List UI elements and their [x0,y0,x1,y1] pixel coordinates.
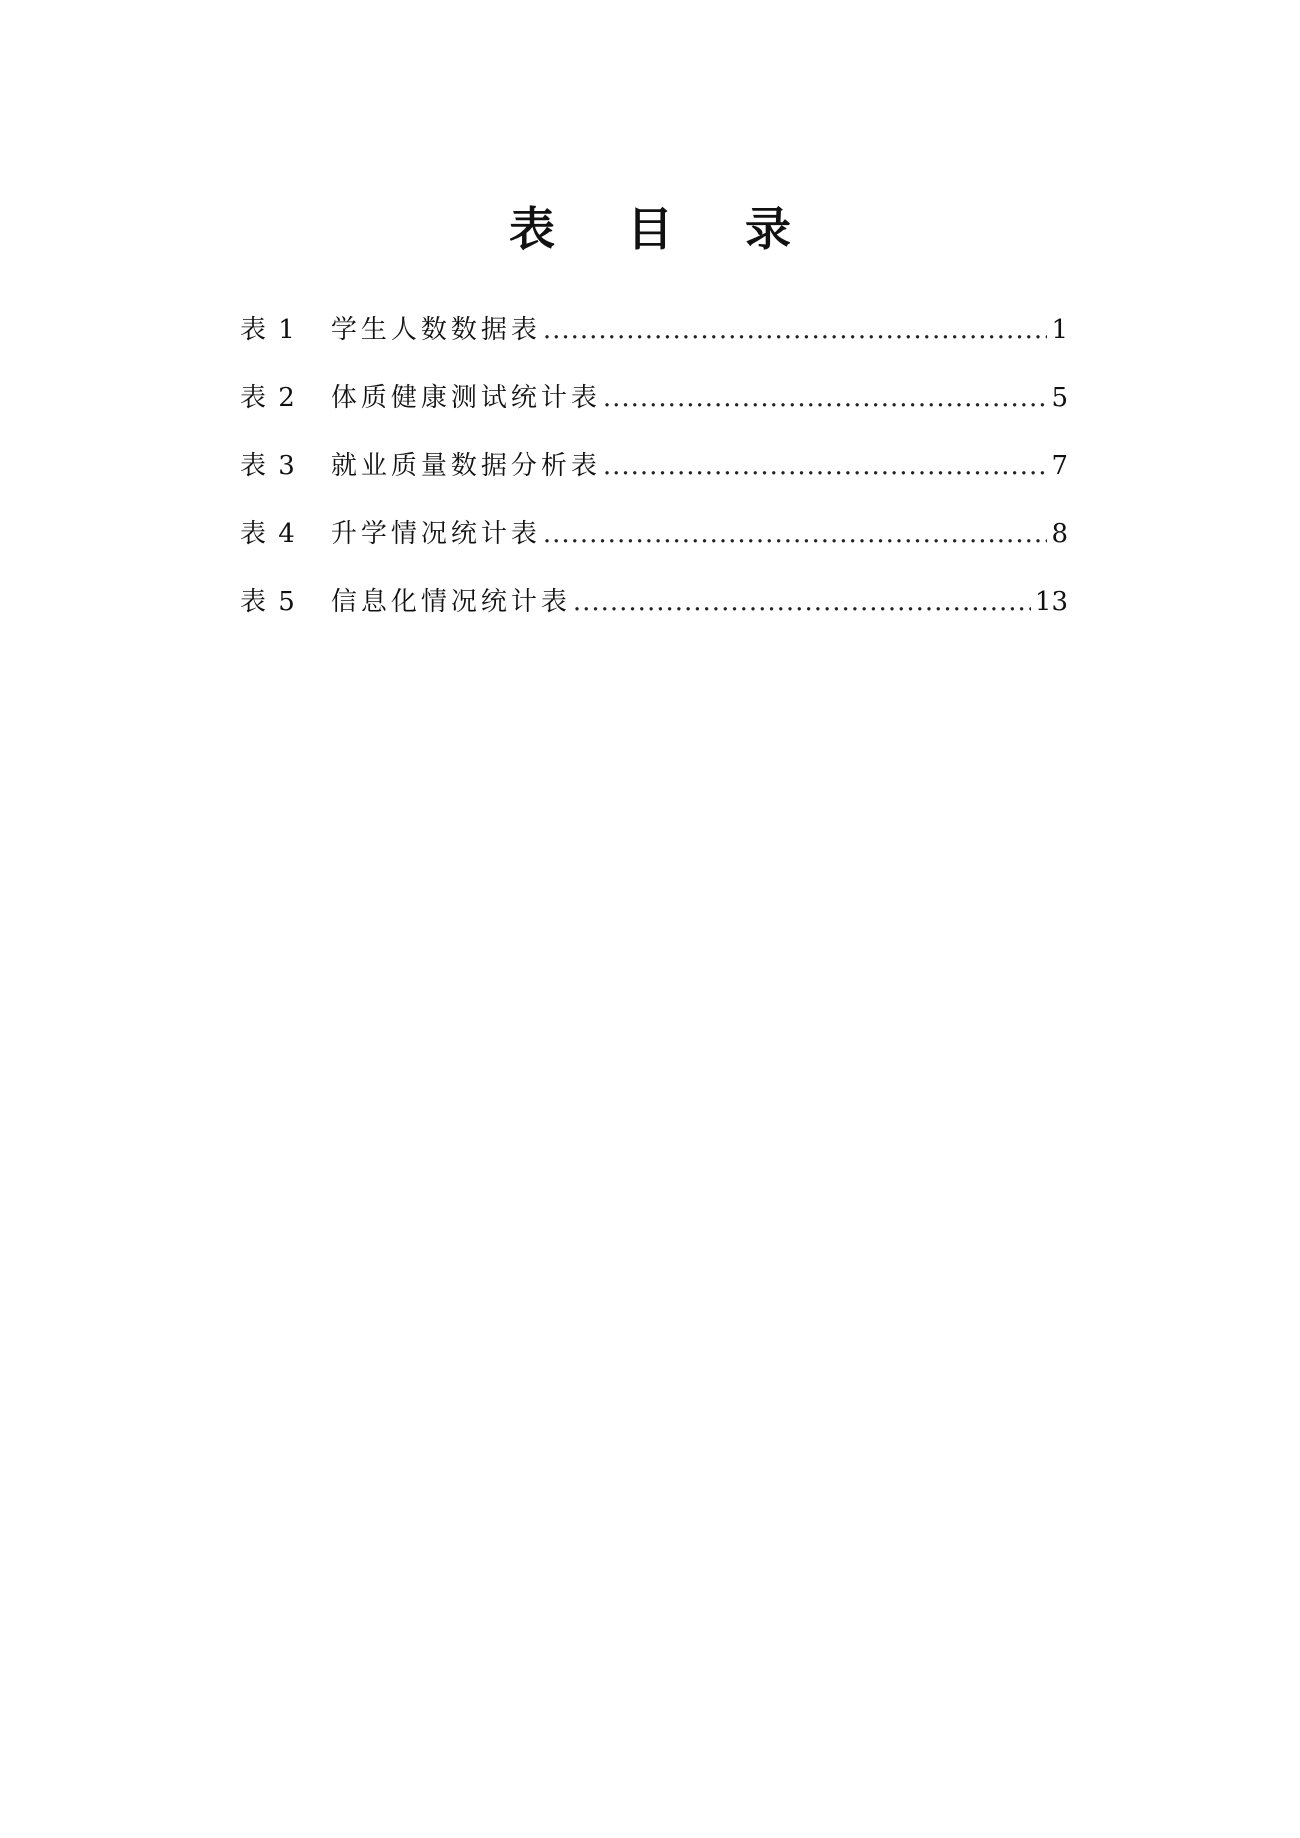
toc-entry[interactable] [240,305,1068,373]
toc-entry[interactable] [240,509,1068,577]
dot-leader [543,305,1048,355]
toc-entry-title: 体质健康测试统计表 [330,383,601,413]
toc-entry-title: 升学情况统计表 [330,519,541,549]
toc-entry-page: 7 [1051,451,1068,481]
dot-leader [603,373,1048,423]
dot-leader [573,577,1031,627]
toc-entry-label: 表 5 [240,587,297,617]
toc-entry-label: 表 4 [240,519,297,549]
toc-entry-title: 学生人数数据表 [330,315,541,345]
toc-entry[interactable] [240,373,1068,441]
dot-leader [603,441,1048,491]
page-title: 表 目 录 [508,201,820,256]
dot-leader [543,509,1048,559]
toc-entry[interactable] [240,577,1068,645]
toc-entry-page: 8 [1051,519,1068,549]
toc-entry-title: 就业质量数据分析表 [330,451,601,481]
toc-entry[interactable] [240,441,1068,509]
toc-entry-page: 1 [1051,315,1068,345]
toc-entry-title: 信息化情况统计表 [330,587,571,617]
toc-entry-label: 表 2 [240,383,297,413]
toc-entry-label: 表 1 [240,315,297,345]
toc-entry-label: 表 3 [240,451,297,481]
toc-entry-page: 13 [1034,587,1068,617]
toc-entry-page: 5 [1051,383,1068,413]
table-of-contents [240,305,1068,645]
